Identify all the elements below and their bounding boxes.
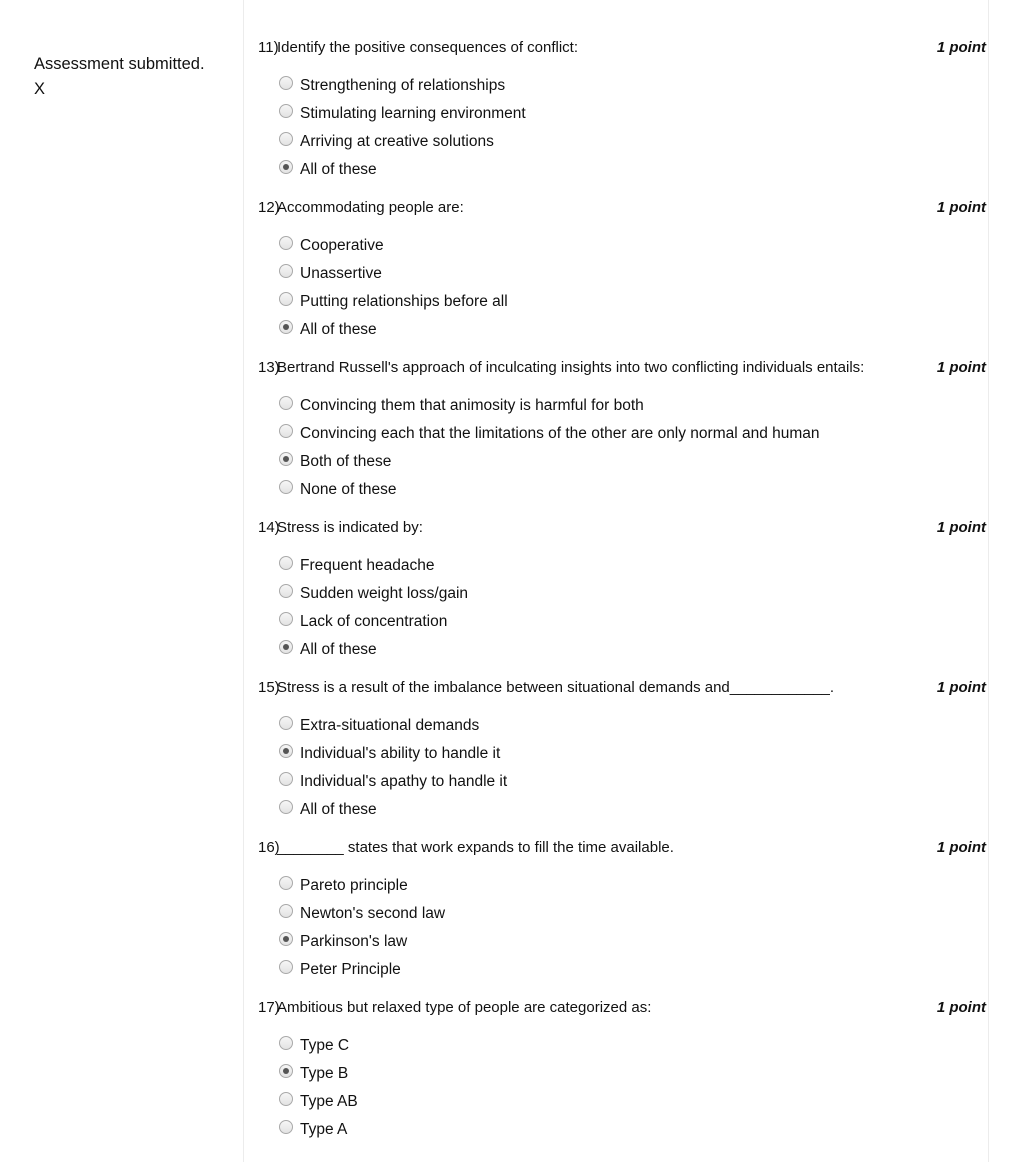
answer-option[interactable]	[279, 1060, 988, 1088]
radio-unselected-icon[interactable]	[279, 716, 293, 730]
answer-option-label: Frequent headache	[300, 557, 435, 574]
answer-option-label: Type AB	[300, 1093, 358, 1110]
radio-unselected-icon[interactable]	[279, 876, 293, 890]
answer-options	[258, 1032, 988, 1144]
question-number: 14)	[258, 519, 280, 536]
question-17	[258, 996, 988, 1144]
question-points: 1 point	[936, 199, 986, 216]
close-button[interactable]: X	[34, 80, 46, 98]
answer-options	[258, 712, 988, 824]
radio-unselected-icon[interactable]	[279, 104, 293, 118]
radio-selected-icon[interactable]	[279, 1064, 293, 1078]
answer-option[interactable]	[279, 288, 988, 316]
radio-unselected-icon[interactable]	[279, 612, 293, 626]
question-text: ________ states that work expands to fill the time available.	[277, 839, 674, 856]
answer-option[interactable]	[279, 392, 988, 420]
answer-option[interactable]	[279, 1032, 988, 1060]
question-text: Stress is indicated by:	[277, 519, 423, 536]
answer-option[interactable]	[279, 232, 988, 260]
answer-option-label: Stimulating learning environment	[300, 105, 526, 122]
radio-unselected-icon[interactable]	[279, 76, 293, 90]
radio-selected-icon[interactable]	[279, 744, 293, 758]
answer-option-label: Peter Principle	[300, 961, 401, 978]
question-points: 1 point	[936, 39, 986, 56]
answer-option-label: All of these	[300, 161, 377, 178]
answer-options	[258, 872, 988, 984]
answer-option-label: Individual's apathy to handle it	[300, 773, 508, 790]
answer-option[interactable]	[279, 608, 988, 636]
answer-option-label: Lack of concentration	[300, 613, 448, 630]
question-number: 11)	[258, 39, 279, 56]
radio-unselected-icon[interactable]	[279, 1120, 293, 1134]
radio-selected-icon[interactable]	[279, 160, 293, 174]
question-text: Identify the positive consequences of conflict:	[277, 39, 579, 56]
answer-option[interactable]	[279, 796, 988, 824]
radio-unselected-icon[interactable]	[279, 960, 293, 974]
answer-option-label: Parkinson's law	[300, 933, 408, 950]
answer-option[interactable]	[279, 100, 988, 128]
answer-option[interactable]	[279, 740, 988, 768]
question-11	[258, 36, 988, 184]
question-15	[258, 676, 988, 824]
answer-option-label: Unassertive	[300, 265, 382, 282]
radio-unselected-icon[interactable]	[279, 772, 293, 786]
answer-option[interactable]	[279, 636, 988, 664]
answer-option[interactable]	[279, 260, 988, 288]
answer-option[interactable]	[279, 956, 988, 984]
radio-unselected-icon[interactable]	[279, 904, 293, 918]
answer-option-label: Type B	[300, 1065, 349, 1082]
question-header	[258, 836, 988, 860]
question-text: Bertrand Russell's approach of inculcating insights into two conflicting individuals entails:	[277, 359, 865, 376]
radio-unselected-icon[interactable]	[279, 1036, 293, 1050]
question-text: Stress is a result of the imbalance between situational demands and____________.	[277, 679, 835, 696]
question-text: Accommodating people are:	[277, 199, 464, 216]
answer-option-label: Arriving at creative solutions	[300, 133, 494, 150]
answer-option[interactable]	[279, 476, 988, 504]
answer-option-label: Putting relationships before all	[300, 293, 508, 310]
answer-option-label: Individual's ability to handle it	[300, 745, 501, 762]
answer-option[interactable]	[279, 552, 988, 580]
answer-options	[258, 392, 988, 504]
question-header	[258, 356, 988, 380]
radio-unselected-icon[interactable]	[279, 132, 293, 146]
answer-option[interactable]	[279, 872, 988, 900]
answer-option-label: Sudden weight loss/gain	[300, 585, 469, 602]
question-header	[258, 676, 988, 700]
radio-selected-icon[interactable]	[279, 452, 293, 466]
question-points: 1 point	[936, 999, 986, 1016]
question-points: 1 point	[936, 839, 986, 856]
answer-option-label: Type A	[300, 1121, 348, 1138]
answer-options	[258, 552, 988, 664]
answer-option[interactable]	[279, 768, 988, 796]
answer-option-label: All of these	[300, 641, 377, 658]
answer-options	[258, 72, 988, 184]
question-number: 13)	[258, 359, 280, 376]
question-points: 1 point	[936, 519, 986, 536]
radio-unselected-icon[interactable]	[279, 556, 293, 570]
answer-option[interactable]	[279, 928, 988, 956]
radio-unselected-icon[interactable]	[279, 800, 293, 814]
answer-option-label: Extra-situational demands	[300, 717, 480, 734]
radio-unselected-icon[interactable]	[279, 480, 293, 494]
answer-option[interactable]	[279, 1116, 988, 1144]
question-number: 15)	[258, 679, 280, 696]
question-list	[243, 0, 989, 1162]
answer-option-label: Strengthening of relationships	[300, 77, 506, 94]
answer-option-label: Newton's second law	[300, 905, 446, 922]
question-points: 1 point	[936, 359, 986, 376]
answer-option-label: Convincing each that the limitations of the other are only normal and human	[300, 425, 820, 442]
radio-selected-icon[interactable]	[279, 320, 293, 334]
radio-unselected-icon[interactable]	[279, 292, 293, 306]
radio-unselected-icon[interactable]	[279, 264, 293, 278]
question-13	[258, 356, 988, 504]
radio-selected-icon[interactable]	[279, 640, 293, 654]
radio-unselected-icon[interactable]	[279, 396, 293, 410]
answer-option-label: None of these	[300, 481, 397, 498]
question-header	[258, 996, 988, 1020]
answer-options	[258, 232, 988, 344]
answer-option[interactable]	[279, 420, 988, 448]
question-number: 17)	[258, 999, 280, 1016]
answer-option[interactable]	[279, 1088, 988, 1116]
answer-option-label: Cooperative	[300, 237, 384, 254]
answer-option[interactable]	[279, 156, 988, 184]
question-header	[258, 516, 988, 540]
question-number: 12)	[258, 199, 280, 216]
radio-unselected-icon[interactable]	[279, 236, 293, 250]
radio-unselected-icon[interactable]	[279, 1092, 293, 1106]
answer-option-label: Type C	[300, 1037, 350, 1054]
submission-status-panel	[34, 52, 234, 102]
answer-option[interactable]	[279, 128, 988, 156]
question-16	[258, 836, 988, 984]
answer-option-label: Convincing them that animosity is harmful for both	[300, 397, 644, 414]
answer-option-label: All of these	[300, 801, 377, 818]
answer-option-label: Pareto principle	[300, 877, 408, 894]
radio-selected-icon[interactable]	[279, 932, 293, 946]
question-header	[258, 196, 988, 220]
answer-option[interactable]	[279, 448, 988, 476]
answer-option-label: Both of these	[300, 453, 392, 470]
question-points: 1 point	[936, 679, 986, 696]
answer-option-label: All of these	[300, 321, 377, 338]
assessment-status-text: Assessment submitted.	[34, 55, 205, 73]
answer-option[interactable]	[279, 712, 988, 740]
question-12	[258, 196, 988, 344]
radio-unselected-icon[interactable]	[279, 424, 293, 438]
question-number: 16)	[258, 839, 280, 856]
question-14	[258, 516, 988, 664]
question-header	[258, 36, 988, 60]
answer-option[interactable]	[279, 580, 988, 608]
question-text: Ambitious but relaxed type of people are categorized as:	[277, 999, 652, 1016]
radio-unselected-icon[interactable]	[279, 584, 293, 598]
answer-option[interactable]	[279, 900, 988, 928]
answer-option[interactable]	[279, 316, 988, 344]
answer-option[interactable]	[279, 72, 988, 100]
